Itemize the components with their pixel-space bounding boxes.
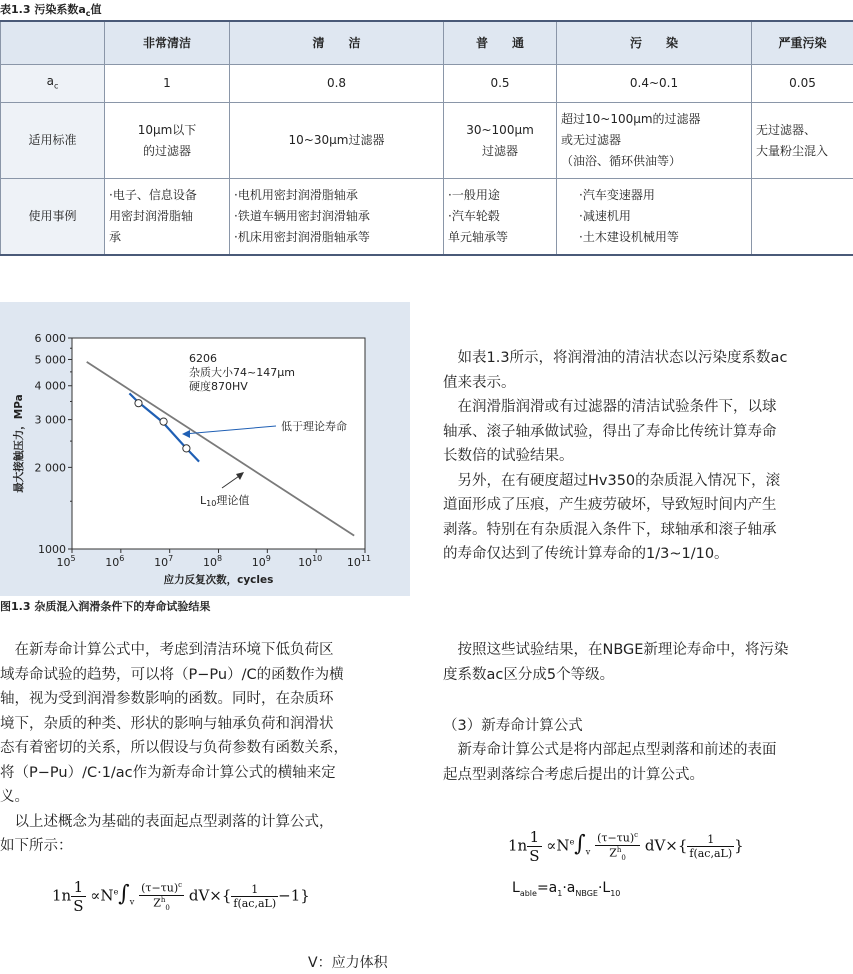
cell-line: ·一般用途 [448, 187, 500, 202]
x-tick-label: $10^8$ [202, 554, 223, 569]
header-normal: 普 通 [444, 21, 557, 65]
f-frac-f [687, 833, 734, 860]
y-tick-label: 3 000 [34, 413, 66, 427]
f-num: 1 [231, 883, 278, 897]
text-line: 度系数ac区分成5个等级。 [443, 666, 615, 683]
f-frac-1s [527, 828, 541, 865]
cell-line: 10~30μm过滤器 [288, 133, 385, 147]
f-num: 1 [71, 878, 85, 897]
x-tick-label: $10^7$ [154, 554, 174, 569]
f-zero: 0 [621, 853, 626, 862]
text-line: 域寿命试验的趋势，可以将（P−Pu）/C的函数作为横 [0, 666, 344, 683]
y-tick-label: 4 000 [34, 379, 66, 393]
f-den: f(ac,aL) [689, 847, 733, 860]
f-lhs: 1n [508, 836, 528, 855]
annotation-below-life: 低于理论寿命 [281, 420, 347, 433]
f-den: S [529, 847, 540, 865]
text-line: 的寿命仅达到了传统计算寿命的1/3~1/10。 [443, 546, 729, 562]
chart-panel [0, 302, 410, 596]
annotation-sample: 杂质大小74~147μm [189, 366, 295, 379]
y-tick-label: 1000 [38, 543, 66, 556]
ac-value-normal: 0.5 [444, 65, 557, 103]
ac-value-severe: 0.05 [752, 65, 853, 103]
lable-l-sub: able [519, 888, 537, 898]
table-caption [0, 1, 102, 18]
text-line: 态有着密切的关系，所以假设与负荷参数有函数关系， [0, 740, 348, 756]
cell-line: 超过10~100μm的过滤器 [561, 112, 701, 126]
text-line: 在新寿命计算公式中，考虑到清洁环境下低负荷区 [0, 642, 334, 658]
x-axis-label: 应力反复次数，cycles [163, 574, 274, 586]
f-den: f(ac,aL) [233, 897, 277, 910]
cell-line: ·汽车轮毂 [448, 208, 500, 223]
cell-line: ·电机用密封润滑脂轴承 [234, 187, 358, 202]
right-bottom-text-1 [443, 638, 851, 687]
f-integral: ∫ [118, 881, 130, 907]
x-tick-label: $10^6$ [105, 554, 125, 569]
cell-line: 用密封润滑脂轴 [109, 208, 194, 223]
ac-label-sub: c [53, 81, 59, 91]
f-den [139, 896, 184, 912]
lable-a2-sub: NBGE [575, 888, 598, 898]
text-line: 义。 [0, 789, 29, 805]
x-tick-label: $10^{11}$ [346, 554, 372, 569]
annotation-sample: 硬度870HV [189, 380, 248, 393]
text-line: 长数倍的试验结果。 [443, 448, 574, 464]
cell-line: ·铁道车辆用密封润滑轴承 [234, 208, 370, 223]
cell-line: 过滤器 [481, 143, 518, 158]
lable-formula [512, 880, 620, 898]
cell-line: 承 [109, 229, 122, 244]
f-c: c [634, 831, 639, 840]
f-h: h [160, 895, 166, 904]
f-num [595, 831, 640, 846]
contamination-table [0, 20, 853, 256]
lable-dot1: ·a [562, 880, 576, 896]
standard-clean [230, 103, 444, 179]
cell-line: 大量粉尘混入 [756, 143, 829, 158]
right-bottom-text-2 [443, 738, 851, 787]
f-z: Z [609, 846, 617, 860]
f-z: Z [153, 896, 161, 910]
data-point [135, 400, 142, 407]
x-tick-label: $10^{10}$ [298, 554, 323, 569]
ac-row-label [1, 65, 105, 103]
text-line: 起点型剥落综合考虑后提出的计算公式。 [443, 766, 704, 783]
f-den: S [73, 897, 84, 915]
cell-line: 的过滤器 [142, 143, 191, 158]
cell-line: 30~100μm [466, 122, 534, 137]
examples-row [1, 179, 853, 255]
f-dv: dV×{ [188, 886, 232, 905]
formula-right [508, 828, 744, 865]
text-line: 以上述概念为基础的表面起点型剥落的计算公式， [0, 813, 334, 830]
ac-value-very-clean: 1 [105, 65, 230, 103]
f-frac-1s [71, 878, 85, 915]
text-line: 如下所示： [0, 838, 73, 854]
cell-line: ·机床用密封润滑脂轴承等 [234, 229, 370, 244]
examples-very-clean [105, 179, 230, 255]
examples-contaminated [557, 179, 752, 255]
f-den [595, 846, 640, 862]
f-tail: } [734, 836, 744, 855]
ac-value-clean: 0.8 [230, 65, 444, 103]
cell-line: 无过滤器、 [756, 122, 817, 137]
life-test-chart [0, 302, 410, 596]
y-tick-label: 5 000 [34, 353, 66, 367]
text-line: 另外，在有硬度超过Hv350的杂质混入情况下，滚 [443, 472, 781, 489]
standard-row-label: 适用标准 [1, 103, 105, 179]
f-integral: ∫ [574, 831, 586, 857]
x-tick-label: $10^5$ [56, 554, 76, 569]
text-line: 按照这些试验结果，在NBGE新理论寿命中，将污染 [443, 642, 789, 658]
section-heading: （3）新寿命计算公式 [443, 718, 583, 734]
f-frac-tau [595, 831, 640, 862]
f-prop: ∝N [546, 836, 570, 855]
f-num2: (τ−τu) [141, 881, 179, 895]
table-caption-end: 值 [90, 3, 102, 16]
header-empty [1, 21, 105, 65]
text-line: 如表1.3所示，将润滑油的清洁状态以污染度系数ac [443, 350, 788, 366]
annotation-theory: L10理论值 [200, 494, 250, 508]
cell-line: （油浴、循环供油等） [561, 154, 682, 168]
header-row [1, 21, 853, 65]
f-prop: ∝N [90, 886, 114, 905]
formula-left [52, 878, 310, 915]
text-line: 道面形成了压痕，产生疲劳破坏，导致短时间内产生 [443, 497, 777, 513]
text-line: 值来表示。 [443, 374, 516, 391]
table-caption-sub: c [85, 9, 91, 19]
lable-a1-sub: 1 [557, 888, 563, 898]
f-zero: 0 [165, 903, 170, 912]
cell-line: 10μm以下 [137, 122, 197, 137]
left-bottom-text [0, 638, 420, 859]
standard-contaminated [557, 103, 752, 179]
f-frac-tau [139, 881, 184, 912]
standard-normal [444, 103, 557, 179]
text-line: 轴，视为受到润滑参数影响的函数。同时，在杂质环 [0, 691, 334, 707]
lable-eq: =a [536, 880, 558, 896]
cell-line: ·汽车变速器用 [579, 187, 655, 202]
data-point [183, 445, 190, 452]
y-tick-label: 2 000 [34, 461, 66, 475]
y-axis-label: 最大接触压力，MPa [13, 394, 25, 493]
ac-label: a [46, 73, 54, 88]
lable-l: L [512, 880, 520, 896]
figure-caption: 图1.3 杂质混入润滑条件下的寿命试验结果 [0, 600, 211, 613]
text-line: 境下，杂质的种类、形状的影响与轴承负荷和润滑状 [0, 715, 334, 732]
examples-clean [230, 179, 444, 255]
header-very-clean: 非常清洁 [105, 21, 230, 65]
examples-row-label: 使用事例 [1, 179, 105, 255]
cell-line: ·土木建设机械用等 [579, 229, 679, 244]
text-line: 将（P−Pu）/C·1/ac作为新寿命计算公式的横轴来定 [0, 764, 336, 781]
ac-value-contaminated: 0.4~0.1 [557, 65, 752, 103]
text-line: 在润滑脂润滑或有过滤器的清洁试验条件下，以球 [443, 399, 777, 415]
f-h: h [616, 845, 622, 854]
text-line: 轴承、滚子轴承做试验，得出了寿命比传统计算寿命 [443, 423, 777, 440]
cell-line: 单元轴承等 [448, 229, 509, 244]
header-severe: 严重污染 [752, 21, 853, 65]
data-point [160, 418, 167, 425]
right-top-text [443, 346, 851, 567]
f-num [139, 881, 184, 896]
examples-severe [752, 179, 853, 255]
header-clean: 清 洁 [230, 21, 444, 65]
standard-severe [752, 103, 853, 179]
standard-very-clean [105, 103, 230, 179]
cell-line: ·减速机用 [579, 208, 631, 223]
f-lhs: 1n [52, 886, 72, 905]
f-e: e [113, 887, 119, 897]
f-tail: −1} [278, 886, 310, 905]
text-line: 新寿命计算公式是将内部起点型剥落和前述的表面 [443, 742, 777, 758]
f-c: c [178, 881, 183, 890]
table-caption-text: 表1.3 污染系数a [0, 3, 86, 16]
f-dv: dV×{ [644, 836, 688, 855]
f-v: v [129, 897, 135, 907]
standard-row [1, 103, 853, 179]
f-num: 1 [687, 833, 734, 847]
x-tick-label: $10^9$ [251, 554, 271, 569]
f-e: e [569, 837, 575, 847]
f-frac-f [231, 883, 278, 910]
examples-normal [444, 179, 557, 255]
y-tick-label: 6 000 [34, 332, 66, 345]
cell-line: ·电子、信息设备 [109, 187, 197, 202]
text-line: 剥落。特别在有杂质混入条件下，球轴承和滚子轴承 [443, 521, 777, 538]
f-v: v [585, 847, 591, 857]
cell-line: 或无过滤器 [561, 133, 622, 147]
annotation-sample: 6206 [189, 352, 217, 365]
lable-l10-sub: 10 [610, 888, 621, 898]
ac-row [1, 65, 853, 103]
header-contaminated: 污 染 [557, 21, 752, 65]
f-num: 1 [527, 828, 541, 847]
f-num2: (τ−τu) [597, 831, 635, 845]
stress-volume-note: V：应力体积 [308, 955, 388, 971]
lable-dot2: ·L [597, 880, 611, 896]
